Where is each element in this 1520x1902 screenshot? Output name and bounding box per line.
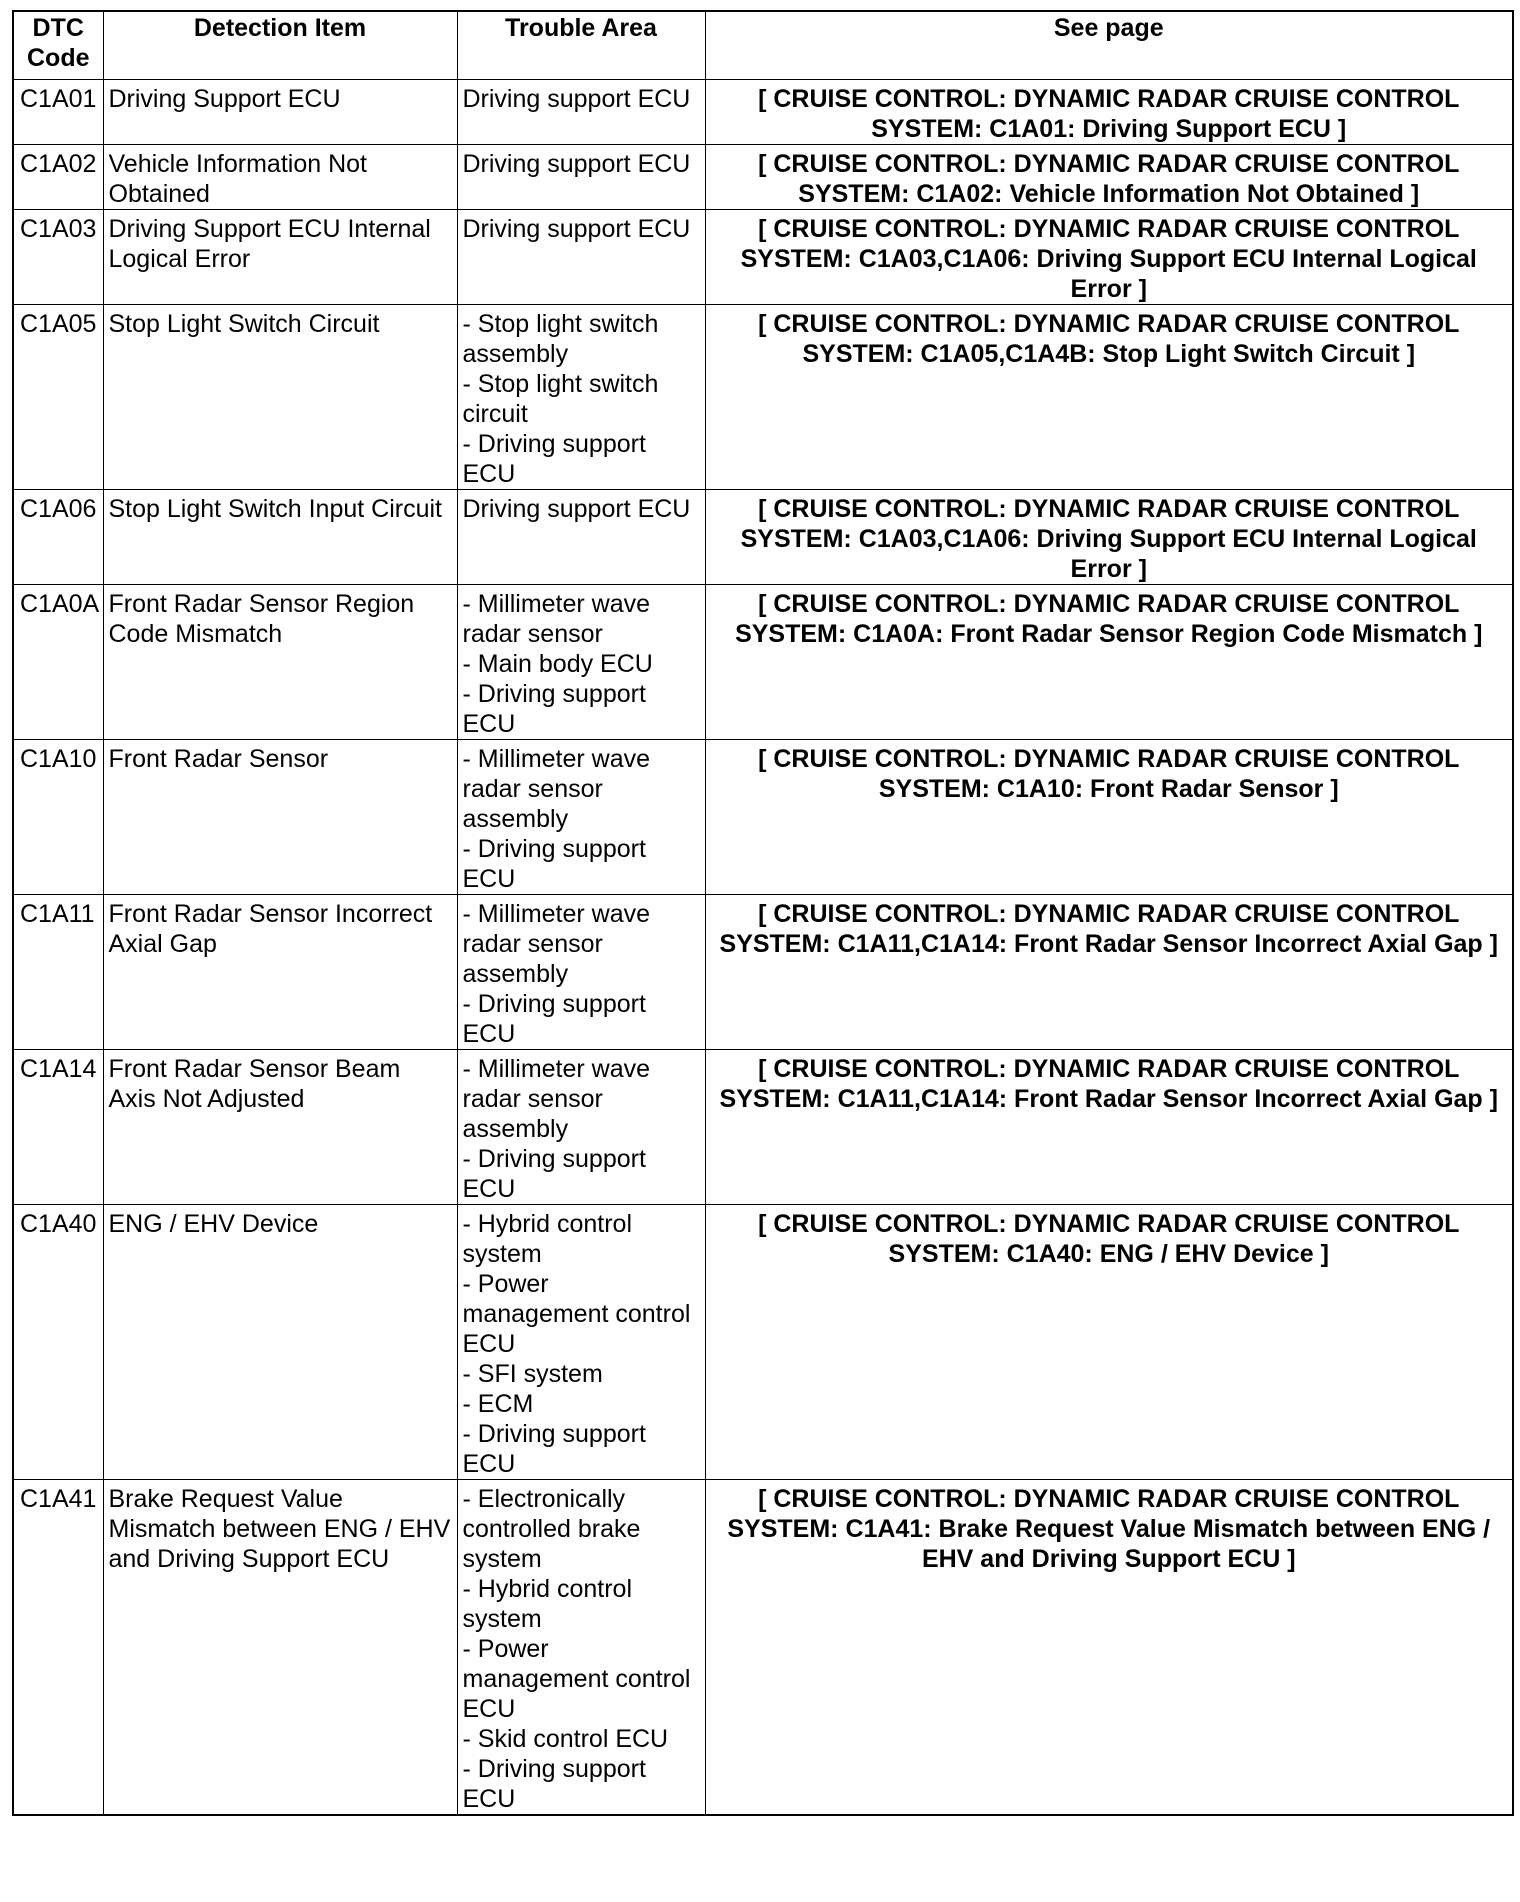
see-page-link-line[interactable]: [ CRUISE CONTROL: DYNAMIC RADAR CRUISE CONTROL	[758, 1055, 1460, 1083]
trouble-area-cell-line: - Skid control ECU	[462, 1725, 669, 1753]
trouble-area-cell-line: Driving support ECU	[462, 150, 691, 178]
see-page-link-line[interactable]: [ CRUISE CONTROL: DYNAMIC RADAR CRUISE CONTROL	[758, 1485, 1460, 1513]
table-row	[13, 1205, 1513, 1480]
detection-item-cell	[103, 145, 457, 210]
see-page-link-line[interactable]: SYSTEM: C1A41: Brake Request Value Mismatch between ENG /	[727, 1515, 1491, 1543]
trouble-area-cell-line: ECU	[462, 1695, 516, 1723]
detection-item-cell	[103, 585, 457, 740]
table-row	[13, 895, 1513, 1050]
see-page-link-line[interactable]: SYSTEM: C1A11,C1A14: Front Radar Sensor Incorrect Axial Gap ]	[719, 930, 1498, 958]
trouble-area-cell-line: management control	[462, 1300, 691, 1328]
detection-item-cell	[103, 1205, 457, 1480]
table-row	[13, 1050, 1513, 1205]
dtc-code-cell-text: C1A02	[20, 150, 97, 178]
table-row	[13, 145, 1513, 210]
dtc-table	[12, 10, 1514, 1816]
trouble-area-cell-line: - Millimeter wave	[462, 590, 651, 618]
trouble-area-cell-line: ECU	[462, 1330, 516, 1358]
table-row	[13, 490, 1513, 585]
trouble-area-cell-line: management control	[462, 1665, 691, 1693]
detection-item-cell-line: Obtained	[108, 180, 210, 208]
trouble-area-cell-line: controlled brake	[462, 1515, 641, 1543]
detection-item-cell	[103, 895, 457, 1050]
trouble-area-cell-line: - Power	[462, 1635, 549, 1663]
table-row	[13, 1480, 1513, 1816]
see-page-link-line[interactable]: [ CRUISE CONTROL: DYNAMIC RADAR CRUISE CONTROL	[758, 1210, 1460, 1238]
detection-item-cell	[103, 740, 457, 895]
see-page-link[interactable]	[705, 740, 1513, 895]
header-line: DTC	[32, 14, 84, 42]
see-page-link-line[interactable]: Error ]	[1070, 555, 1147, 583]
see-page-link[interactable]	[705, 80, 1513, 145]
trouble-area-cell-line: - Stop light switch	[462, 370, 659, 398]
trouble-area-cell-line: system	[462, 1605, 542, 1633]
detection-item-cell	[103, 1480, 457, 1816]
detection-item-cell	[103, 80, 457, 145]
detection-item-cell-line: and Driving Support ECU	[108, 1545, 390, 1573]
table-row	[13, 305, 1513, 490]
detection-item-cell-line: Stop Light Switch Input Circuit	[108, 495, 442, 523]
trouble-area-cell-line: radar sensor	[462, 930, 603, 958]
detection-item-cell	[103, 490, 457, 585]
detection-item-cell-line: Front Radar Sensor Incorrect	[108, 900, 433, 928]
table-body	[13, 80, 1513, 1816]
table-row	[13, 80, 1513, 145]
detection-item-cell-line: Front Radar Sensor Beam	[108, 1055, 401, 1083]
trouble-area-cell-line: - Driving support	[462, 1145, 646, 1173]
detection-item-cell	[103, 210, 457, 305]
detection-item-cell-line: Stop Light Switch Circuit	[108, 310, 380, 338]
header-line: See page	[1053, 14, 1164, 42]
trouble-area-cell-line: ECU	[462, 460, 516, 488]
see-page-link-line[interactable]: Error ]	[1070, 275, 1147, 303]
dtc-code-cell-text: C1A11	[20, 900, 95, 928]
see-page-link[interactable]	[705, 1050, 1513, 1205]
trouble-area-cell	[457, 1050, 705, 1205]
trouble-area-cell-line: ECU	[462, 1175, 516, 1203]
detection-item-cell	[103, 305, 457, 490]
trouble-area-cell	[457, 1480, 705, 1816]
header-row	[13, 11, 1513, 80]
dtc-code-cell	[13, 80, 103, 145]
see-page-link[interactable]	[705, 1480, 1513, 1816]
trouble-area-cell	[457, 80, 705, 145]
detection-item-cell-line: Axis Not Adjusted	[108, 1085, 305, 1113]
trouble-area-cell-line: - Driving support	[462, 1755, 646, 1783]
trouble-area-cell-line: - Main body ECU	[462, 650, 653, 678]
trouble-area-cell-line: ECU	[462, 1450, 516, 1478]
trouble-area-cell-line: radar sensor	[462, 1085, 603, 1113]
dtc-code-cell	[13, 1480, 103, 1816]
see-page-link-line[interactable]: EHV and Driving Support ECU ]	[921, 1545, 1296, 1573]
see-page-link-line[interactable]: SYSTEM: C1A01: Driving Support ECU ]	[871, 115, 1347, 143]
dtc-code-cell-text: C1A01	[20, 85, 97, 113]
dtc-code-cell	[13, 1205, 103, 1480]
see-page-link-line[interactable]: [ CRUISE CONTROL: DYNAMIC RADAR CRUISE CONTROL	[758, 150, 1460, 178]
see-page-link-line[interactable]: SYSTEM: C1A02: Vehicle Information Not Obtained ]	[798, 180, 1420, 208]
header-trouble-area	[457, 11, 705, 80]
trouble-area-cell-line: - Millimeter wave	[462, 1055, 651, 1083]
detection-item-cell-line: Logical Error	[108, 245, 251, 273]
see-page-link-line[interactable]: [ CRUISE CONTROL: DYNAMIC RADAR CRUISE CONTROL	[758, 215, 1460, 243]
dtc-code-cell	[13, 490, 103, 585]
see-page-link-line[interactable]: [ CRUISE CONTROL: DYNAMIC RADAR CRUISE CONTROL	[758, 900, 1460, 928]
trouble-area-cell	[457, 1205, 705, 1480]
see-page-link-line[interactable]: SYSTEM: C1A40: ENG / EHV Device ]	[888, 1240, 1329, 1268]
see-page-link[interactable]	[705, 210, 1513, 305]
detection-item-cell-line: Driving Support ECU Internal	[108, 215, 431, 243]
see-page-link[interactable]	[705, 145, 1513, 210]
header-line: Detection Item	[193, 14, 367, 42]
dtc-code-cell-text: C1A0A	[20, 590, 100, 618]
trouble-area-cell-line: system	[462, 1545, 542, 1573]
see-page-link[interactable]	[705, 1205, 1513, 1480]
detection-item-cell-line: Brake Request Value	[108, 1485, 343, 1513]
trouble-area-cell-line: - ECM	[462, 1390, 534, 1418]
see-page-link-line[interactable]: SYSTEM: C1A10: Front Radar Sensor ]	[878, 775, 1339, 803]
trouble-area-cell-line: Driving support ECU	[462, 215, 691, 243]
trouble-area-cell-line: ECU	[462, 1785, 516, 1813]
see-page-link[interactable]	[705, 490, 1513, 585]
see-page-link-line[interactable]: SYSTEM: C1A0A: Front Radar Sensor Region Code Mismatch ]	[735, 620, 1483, 648]
trouble-area-cell	[457, 305, 705, 490]
dtc-code-cell-text: C1A06	[20, 495, 97, 523]
dtc-code-cell	[13, 210, 103, 305]
dtc-code-cell	[13, 305, 103, 490]
table-row	[13, 585, 1513, 740]
trouble-area-cell-line: - SFI system	[462, 1360, 603, 1388]
detection-item-cell-line: Front Radar Sensor	[108, 745, 329, 773]
detection-item-cell-line: Driving Support ECU	[108, 85, 341, 113]
trouble-area-cell	[457, 490, 705, 585]
detection-item-cell-line: Vehicle Information Not	[108, 150, 367, 178]
detection-item-cell-line: Mismatch between ENG / EHV	[108, 1515, 451, 1543]
trouble-area-cell-line: ECU	[462, 710, 516, 738]
detection-item-cell-line: Code Mismatch	[108, 620, 283, 648]
trouble-area-cell-line: system	[462, 1240, 542, 1268]
see-page-link[interactable]	[705, 305, 1513, 490]
dtc-code-cell-text: C1A10	[20, 745, 97, 773]
trouble-area-cell-line: - Electronically	[462, 1485, 626, 1513]
detection-item-cell-line: ENG / EHV Device	[108, 1210, 319, 1238]
trouble-area-cell-line: - Millimeter wave	[462, 745, 651, 773]
dtc-code-cell	[13, 895, 103, 1050]
dtc-code-cell	[13, 145, 103, 210]
see-page-link[interactable]	[705, 895, 1513, 1050]
trouble-area-cell	[457, 585, 705, 740]
trouble-area-cell-line: - Driving support	[462, 835, 646, 863]
trouble-area-cell-line: assembly	[462, 805, 569, 833]
see-page-link-line[interactable]: SYSTEM: C1A03,C1A06: Driving Support ECU Internal Logical	[740, 245, 1477, 273]
trouble-area-cell-line: assembly	[462, 960, 569, 988]
table-row	[13, 210, 1513, 305]
detection-item-cell-line: Axial Gap	[108, 930, 217, 958]
trouble-area-cell-line: - Driving support	[462, 430, 646, 458]
detection-item-cell	[103, 1050, 457, 1205]
see-page-link-line[interactable]: [ CRUISE CONTROL: DYNAMIC RADAR CRUISE CONTROL	[758, 495, 1460, 523]
dtc-code-cell	[13, 740, 103, 895]
see-page-link[interactable]	[705, 585, 1513, 740]
trouble-area-cell-line: Driving support ECU	[462, 85, 691, 113]
header-detection-item	[103, 11, 457, 80]
detection-item-cell-line: Front Radar Sensor Region	[108, 590, 415, 618]
trouble-area-cell	[457, 145, 705, 210]
dtc-code-cell-text: C1A41	[20, 1485, 97, 1513]
trouble-area-cell-line: ECU	[462, 1020, 516, 1048]
see-page-link-line[interactable]: SYSTEM: C1A05,C1A4B: Stop Light Switch Circuit ]	[802, 340, 1416, 368]
trouble-area-cell	[457, 210, 705, 305]
dtc-code-cell-text: C1A05	[20, 310, 97, 338]
trouble-area-cell-line: - Driving support	[462, 1420, 646, 1448]
trouble-area-cell-line: radar sensor	[462, 775, 603, 803]
header-line: Code	[27, 44, 90, 72]
trouble-area-cell-line: assembly	[462, 340, 569, 368]
trouble-area-cell-line: - Driving support	[462, 990, 646, 1018]
trouble-area-cell-line: ECU	[462, 865, 516, 893]
see-page-link-line[interactable]: [ CRUISE CONTROL: DYNAMIC RADAR CRUISE CONTROL	[758, 85, 1460, 113]
trouble-area-cell-line: - Hybrid control	[462, 1210, 632, 1238]
table-row	[13, 740, 1513, 895]
trouble-area-cell	[457, 740, 705, 895]
header-dtc-code	[13, 11, 103, 80]
trouble-area-cell-line: - Millimeter wave	[462, 900, 651, 928]
trouble-area-cell-line: - Driving support	[462, 680, 646, 708]
trouble-area-cell-line: Driving support ECU	[462, 495, 691, 523]
trouble-area-cell-line: - Power	[462, 1270, 549, 1298]
see-page-link-line[interactable]: SYSTEM: C1A11,C1A14: Front Radar Sensor Incorrect Axial Gap ]	[719, 1085, 1498, 1113]
header-line: Trouble Area	[505, 14, 657, 42]
dtc-code-cell	[13, 585, 103, 740]
trouble-area-cell	[457, 895, 705, 1050]
dtc-code-cell-text: C1A40	[20, 1210, 97, 1238]
see-page-link-line[interactable]: [ CRUISE CONTROL: DYNAMIC RADAR CRUISE CONTROL	[758, 745, 1460, 773]
see-page-link-line[interactable]: SYSTEM: C1A03,C1A06: Driving Support ECU Internal Logical	[740, 525, 1477, 553]
trouble-area-cell-line: circuit	[462, 400, 528, 428]
trouble-area-cell-line: - Stop light switch	[462, 310, 659, 338]
trouble-area-cell-line: - Hybrid control	[462, 1575, 632, 1603]
trouble-area-cell-line: radar sensor	[462, 620, 603, 648]
see-page-link-line[interactable]: [ CRUISE CONTROL: DYNAMIC RADAR CRUISE CONTROL	[758, 310, 1460, 338]
dtc-code-cell	[13, 1050, 103, 1205]
trouble-area-cell-line: assembly	[462, 1115, 569, 1143]
header-see-page	[705, 11, 1513, 80]
dtc-code-cell-text: C1A14	[20, 1055, 97, 1083]
dtc-code-cell-text: C1A03	[20, 215, 97, 243]
see-page-link-line[interactable]: [ CRUISE CONTROL: DYNAMIC RADAR CRUISE CONTROL	[758, 590, 1460, 618]
